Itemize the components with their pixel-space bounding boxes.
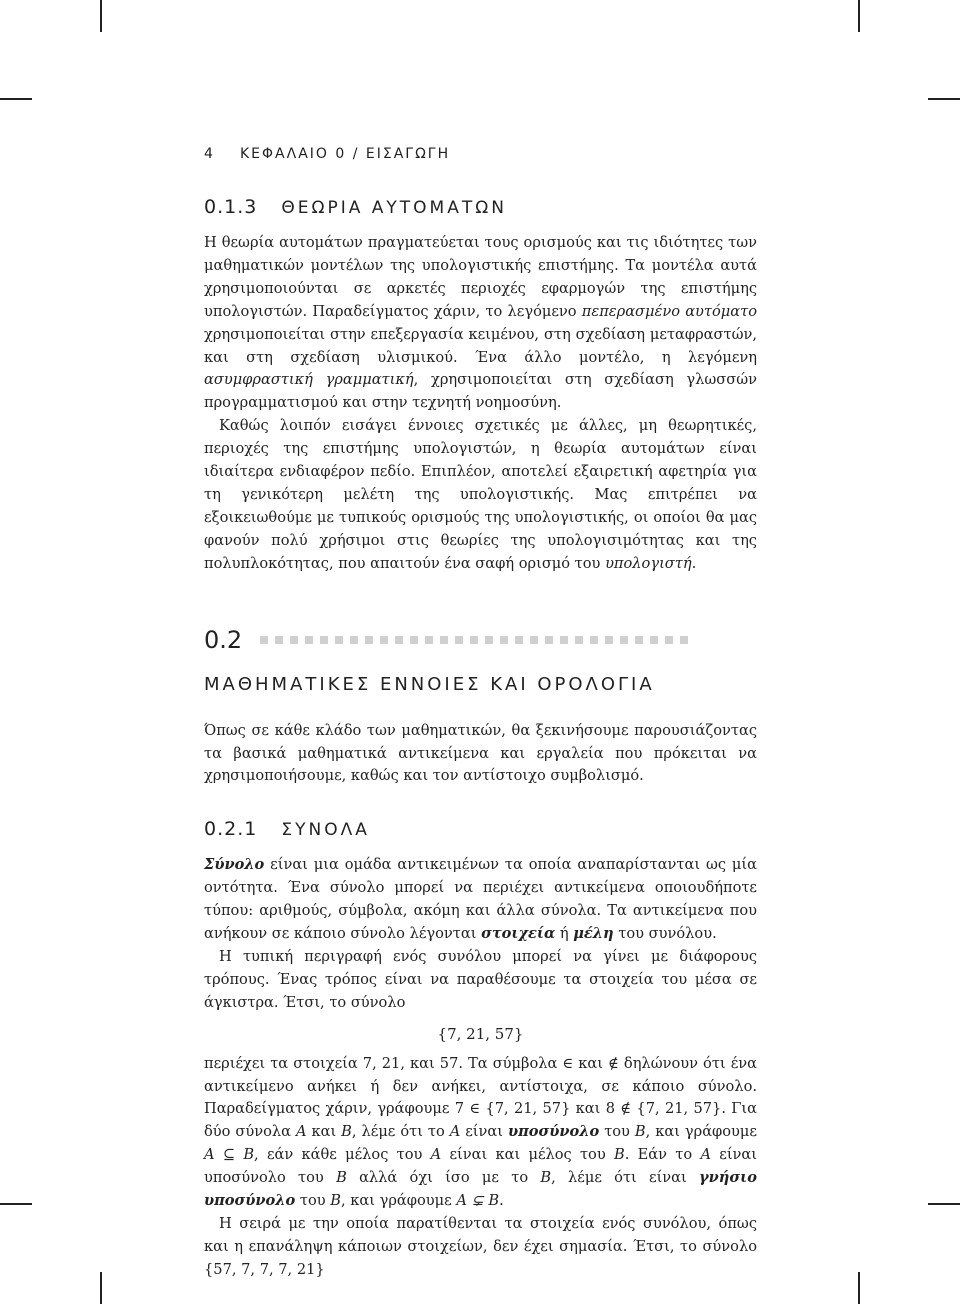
rule-dot (455, 636, 463, 644)
rule-dot (410, 636, 418, 644)
defined-term: γνήσιο υποσύνολο (204, 1169, 757, 1210)
display-equation: {7, 21, 57} (437, 1024, 524, 1043)
text-run: Καθώς λοιπόν εισάγει έννοιες σχετικές με άλλες, μη θεωρητικές, περιοχές της επιστήμης υπολογιστών, η θεωρία αυτομάτων είναι ιδιαίτερα ενδιαφέρον πεδίο. Επιπλέον, αποτελεί εξαιρετική αφετηρία για τη γενικότερη μελέτη της υπολογιστικής. Μας επιτρέπει να εξοικειωθούμε με τυπικούς ορισμούς της υπολογιστικής, οι οποίοι θα μας φανούν πολύ χρήσιμοι στις θεωρίες της υπολογισιμότητας και της πολυπλοκότητας, που απαιτούν ένα σαφή ορισμό του (204, 417, 757, 572)
text-run: είναι (460, 1123, 508, 1141)
math-symbol: B (614, 1146, 625, 1164)
text-run: , λέμε ότι είναι (551, 1169, 700, 1187)
rule-dot (530, 636, 538, 644)
text-run: , λέμε ότι το (351, 1123, 450, 1141)
rule-dot (290, 636, 298, 644)
chapter-heading: ΚΕΦΑΛΑΙΟ 0 / ΕΙΣΑΓΩΓΗ (240, 146, 451, 162)
text-run: είναι υποσύνολο του (204, 1146, 757, 1187)
rule-dot (260, 636, 268, 644)
math-symbol: B (341, 1123, 352, 1141)
math-symbol: A (449, 1123, 461, 1141)
paragraph (204, 1213, 757, 1282)
section-title: ΣΥΝΟΛΑ (281, 820, 370, 841)
text-run: , και γράφουμε (341, 1192, 457, 1210)
rule-dot (470, 636, 478, 644)
section-heading-0-1-3 (204, 196, 757, 218)
rule-dot (635, 636, 643, 644)
emphasis-text: υπολογιστή (605, 554, 692, 572)
emphasis-text: πεπερασμένο αυτόματο (581, 302, 757, 320)
math-symbol: A ⊆ B (204, 1146, 255, 1164)
rule-dot (395, 636, 403, 644)
rule-dot (380, 636, 388, 644)
text-run: , χρησιμοποιείται στη σχεδίαση γλωσσών προγραμματισμού και στην τεχνητή νοημοσύνη. (204, 371, 757, 412)
rule-dot (335, 636, 343, 644)
rule-dot (275, 636, 283, 644)
text-run: . (499, 1192, 504, 1210)
decorative-dot-rule (260, 636, 688, 644)
crop-mark (100, 0, 102, 32)
section-title: ΘΕΩΡΙΑ ΑΥΤΟΜΑΤΩΝ (281, 198, 507, 218)
chapter-number: 0.2 (204, 625, 243, 654)
text-run: , εάν κάθε μέλος του (254, 1146, 431, 1164)
rule-dot (560, 636, 568, 644)
rule-dot (620, 636, 628, 644)
rule-dot (590, 636, 598, 644)
page-number: 4 (204, 146, 215, 162)
rule-dot (350, 636, 358, 644)
math-symbol: A (295, 1123, 307, 1141)
section-heading-0-2-1 (204, 818, 757, 840)
rule-dot (545, 636, 553, 644)
defined-term: μέλη (573, 925, 614, 943)
text-run: Η θεωρία αυτομάτων πραγματεύεται τους ορισμούς και τις ιδιότητες των μαθηματικών μοντέλων της υπολογιστικής επιστήμης. Τα μοντέλα αυτά χρησιμοποιούνται σε αρκετές περιοχές εφαρμογών της επιστήμης υπολογιστών. Παραδείγματος χάριν, το λεγόμενο (204, 234, 757, 320)
rule-dot (485, 636, 493, 644)
paragraph (204, 232, 757, 415)
crop-mark (100, 1272, 102, 1304)
math-symbol: B (540, 1169, 552, 1187)
math-symbol: B (336, 1169, 347, 1187)
text-run: Η σειρά με την οποία παρατίθενται τα στοιχεία ενός συνόλου, όπως και η επανάληψη κάποιων στοιχείων, δεν έχει σημασία. Έτσι, το σύνολο {57, 7, 7, 7, 21} (204, 1215, 757, 1278)
crop-mark (928, 98, 960, 100)
math-symbol: B (330, 1192, 342, 1210)
text-run: είναι μια ομάδα αντικειμένων τα οποία αναπαρίστανται ως μία οντότητα. Ένα σύνολο μπορεί να περιέχει αντικείμενα οποιουδήποτε τύπου: αριθμούς, σύμβολα, ακόμη και άλλα σύνολα. Τα αντικείμενα που ανήκουν σε κάποιο σύνολο λέγονται (204, 856, 757, 943)
rule-dot (500, 636, 508, 644)
text-run: του (295, 1192, 331, 1210)
text-run: του συνόλου. (613, 925, 717, 943)
math-symbol: A (700, 1146, 711, 1164)
defined-term: στοιχεία (481, 925, 556, 943)
crop-mark (0, 98, 32, 100)
text-run: . (691, 554, 697, 572)
rule-dot (650, 636, 658, 644)
chapter-title: ΜΑΘΗΜΑΤΙΚΕΣ ΕΝΝΟΙΕΣ ΚΑΙ ΟΡΟΛΟΓΙΑ (204, 673, 655, 695)
defined-term: υποσύνολο (507, 1123, 600, 1141)
crop-mark (858, 0, 860, 32)
crop-mark (0, 1203, 32, 1205)
paragraph (204, 415, 757, 575)
chapter-heading-block (204, 626, 757, 695)
rule-dot (305, 636, 313, 644)
text-run: . Εάν το (624, 1146, 701, 1164)
paragraph: Όπως σε κάθε κλάδο των μαθηματικών, θα ξεκινήσουμε παρουσιάζοντας τα βασικά μαθηματικά αντικείμενα και εργαλεία που πρόκειται να χρησιμοποιήσουμε, καθώς και τον αντίστοιχο συμβολισμό. (204, 721, 757, 785)
text-run: αλλά όχι ίσο με το (346, 1169, 541, 1187)
rule-dot (440, 636, 448, 644)
rule-dot (320, 636, 328, 644)
rule-dot (605, 636, 613, 644)
emphasis-text: ασυμφραστική γραμματική (204, 371, 414, 389)
text-run: του (599, 1123, 635, 1141)
crop-mark (858, 1272, 860, 1304)
math-symbol: B (634, 1123, 646, 1141)
text-run: είναι και μέλος του (441, 1146, 614, 1164)
page-body (204, 140, 757, 1282)
section-number: 0.1.3 (204, 196, 258, 218)
section-number: 0.2.1 (204, 818, 258, 841)
paragraph (204, 946, 757, 1015)
rule-dot (680, 636, 688, 644)
rule-dot (425, 636, 433, 644)
defined-term: Σύνολο (204, 856, 265, 874)
text-run: χρησιμοποιείται στην επεξεργασία κειμένου, στη σχεδίαση μεταφραστών, και στη σχεδίαση υλισμικού. Ένα άλλο μοντέλο, η λεγόμενη (204, 325, 757, 366)
text-run: , και γράφουμε (645, 1123, 757, 1141)
rule-dot (665, 636, 673, 644)
text-run: περιέχει τα στοιχεία 7, 21, και 57. Τα σύμβολα ∈ και ∉ δηλώνουν ότι ένα αντικείμενο ανήκει ή δεν ανήκει, αντίστοιχα, σε κάποιο σύνολο. Παραδείγματος χάριν, γράφουμε 7 ∈ {7, 21, 57} και 8 ∉ {7, 21, 57}. Για δύο σύνολα (204, 1054, 757, 1141)
crop-mark (928, 1203, 960, 1205)
text-run: Η τυπική περιγραφή ενός συνόλου μπορεί να γίνει με διάφορους τρόπους. Ένας τρόπος είναι να παραθέσουμε τα στοιχεία του μέσα σε άγκιστρα. Έτσι, το σύνολο (204, 947, 757, 1011)
rule-dot (515, 636, 523, 644)
running-head (204, 146, 757, 162)
rule-dot (575, 636, 583, 644)
math-symbol: A (430, 1146, 442, 1164)
text-run: ή (555, 925, 574, 943)
text-run: και (306, 1123, 342, 1141)
rule-dot (365, 636, 373, 644)
math-symbol: A ⊊ B (456, 1192, 500, 1210)
paragraph (204, 1053, 757, 1213)
paragraph (204, 854, 757, 946)
